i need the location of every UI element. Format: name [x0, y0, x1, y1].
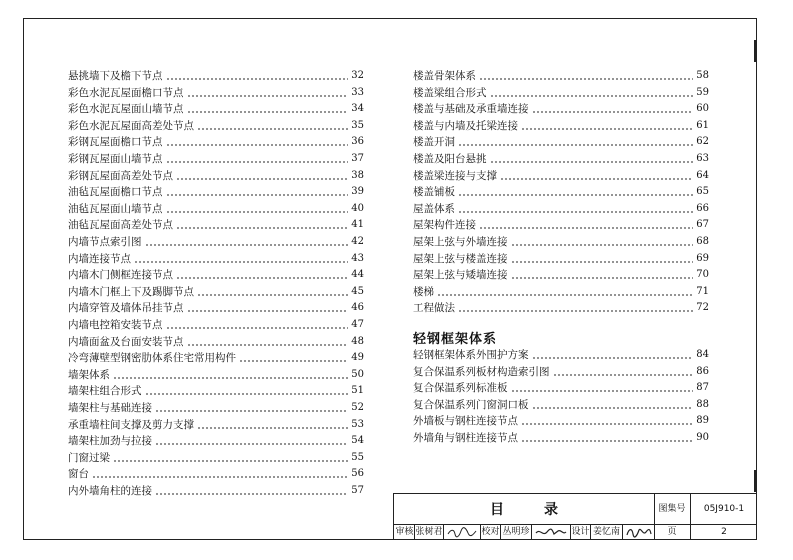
toc-entry-title: 屋架上弦与楼盖连接 — [413, 252, 508, 265]
checker-name: 丛明珍 — [502, 527, 530, 537]
title-block — [393, 493, 757, 540]
toc-entry-page: 42 — [351, 236, 364, 247]
title-char-1: 目 — [490, 502, 504, 518]
toc-entry-page: 72 — [696, 302, 709, 314]
toc-entry-page: 66 — [696, 202, 709, 214]
toc-entry — [68, 166, 364, 182]
toc-entry-title: 屋架构件连接 — [413, 219, 476, 232]
toc-entry-page: 51 — [351, 385, 364, 397]
toc-entry-title: 墙架体系 — [68, 368, 110, 381]
dot-leader — [187, 310, 349, 312]
designer-name: 姜忆南 — [592, 527, 620, 537]
toc-entry — [68, 99, 364, 115]
toc-entry-title: 悬挑墙下及檐下节点 — [68, 70, 163, 82]
toc-entry-title: 楼梯 — [413, 285, 434, 298]
section-title: 轻钢框架体系 — [413, 332, 498, 347]
dot-leader — [166, 161, 349, 163]
toc-entry — [68, 348, 364, 364]
check-label: 校对 — [481, 527, 500, 537]
dot-leader — [511, 277, 694, 279]
atlas-number-label: 图集号 — [658, 504, 686, 514]
toc-entry — [68, 298, 364, 314]
toc-entry-title: 墙架柱组合形式 — [68, 385, 142, 398]
checker-signature — [534, 525, 568, 539]
toc-entry-page: 67 — [696, 219, 709, 231]
toc-entry — [413, 166, 709, 182]
toc-entry-title: 工程做法 — [413, 302, 455, 315]
toc-entry — [413, 116, 709, 132]
dot-leader — [176, 277, 348, 279]
toc-entry-title: 复合保温系列板材构造索引图 — [413, 365, 550, 378]
toc-entry-title: 彩钢瓦屋面山墙节点 — [68, 153, 163, 165]
dot-leader — [187, 95, 349, 97]
toc-entry-page: 38 — [351, 169, 364, 181]
toc-entry — [68, 199, 364, 215]
dot-leader — [176, 178, 348, 180]
toc-entry-title: 楼盖与内墙及托梁连接 — [413, 119, 518, 132]
binding-mark-top — [754, 40, 756, 62]
dot-leader — [113, 460, 348, 462]
dot-leader — [511, 390, 694, 392]
toc-entry-title: 轻钢框架体系外围护方案 — [413, 349, 529, 361]
reviewer-signature — [446, 525, 478, 539]
dot-leader — [521, 440, 693, 442]
toc-entry — [413, 199, 709, 215]
toc-entry-title: 内墙穿管及墙体吊挂节点 — [68, 302, 184, 315]
toc-entry-title: 外墙角与钢柱连接节点 — [413, 432, 518, 444]
toc-entry — [413, 66, 709, 82]
toc-entry — [413, 149, 709, 165]
toc-entry — [68, 448, 364, 464]
toc-entry — [413, 282, 709, 298]
dot-leader — [166, 327, 349, 329]
dot-leader — [458, 194, 693, 196]
dot-leader — [134, 261, 348, 263]
toc-entry-page: 35 — [351, 119, 364, 131]
toc-entry — [68, 481, 364, 497]
toc-entry-title: 彩钢瓦屋面高差处节点 — [68, 169, 173, 182]
atlas-number-value: 05J910-1 — [703, 504, 745, 514]
toc-entry-page: 70 — [696, 269, 709, 281]
toc-entry-title: 彩钢瓦屋面檐口节点 — [68, 136, 163, 149]
dot-leader — [145, 393, 349, 395]
toc-entry-title: 楼盖开洞 — [413, 136, 455, 149]
binding-mark-bottom — [754, 470, 756, 492]
toc-entry-page: 71 — [696, 285, 709, 297]
toc-entry-page: 87 — [696, 382, 709, 394]
toc-entry — [68, 431, 364, 447]
toc-entry-page: 39 — [351, 186, 364, 198]
dot-leader — [166, 211, 349, 213]
toc-entry-title: 彩色水泥瓦屋面高差处节点 — [68, 119, 194, 132]
dot-leader — [458, 310, 693, 312]
toc-entry-page: 44 — [351, 269, 364, 281]
toc-entry-page: 84 — [696, 349, 709, 360]
dot-leader — [187, 344, 349, 346]
toc-entry-title: 内墙木门框上下及踢脚节点 — [68, 285, 194, 298]
toc-entry-page: 56 — [351, 468, 364, 480]
toc-entry-title: 承重墙柱间支撑及剪力支撑 — [68, 418, 194, 431]
dot-leader — [113, 377, 348, 379]
toc-entry-page: 64 — [696, 169, 709, 181]
toc-entry-page: 32 — [351, 70, 364, 81]
toc-entry — [68, 415, 364, 431]
toc-entry — [68, 464, 364, 480]
dot-leader — [197, 427, 348, 429]
toc-entry — [413, 378, 709, 394]
dot-leader — [532, 407, 694, 409]
toc-entry-title: 内墙面盆及台面安装节点 — [68, 335, 184, 348]
toc-entry-page: 69 — [696, 252, 709, 264]
toc-entry — [68, 365, 364, 381]
toc-entry-page: 49 — [351, 352, 364, 364]
toc-entry — [68, 398, 364, 414]
toc-entry-page: 60 — [696, 103, 709, 115]
toc-entry-page: 54 — [351, 435, 364, 447]
toc-entry-page: 36 — [351, 136, 364, 148]
toc-entry — [413, 249, 709, 265]
toc-entry-title: 内墙木门侧框连接节点 — [68, 269, 173, 282]
toc-entry-page: 48 — [351, 335, 364, 347]
toc-entry-page: 47 — [351, 319, 364, 330]
toc-entry-page: 50 — [351, 368, 364, 380]
design-label: 设计 — [571, 527, 590, 537]
dot-leader — [166, 144, 349, 146]
dot-leader — [166, 194, 349, 196]
toc-entry-page: 59 — [696, 86, 709, 98]
toc-entry-title: 内墙电控箱安装节点 — [68, 319, 163, 331]
toc-entry-page: 65 — [696, 186, 709, 198]
toc-entry — [68, 215, 364, 231]
dot-leader — [239, 360, 348, 362]
toc-entry — [413, 362, 709, 378]
toc-entry-page: 63 — [696, 153, 709, 164]
page-label: 页 — [667, 527, 677, 537]
toc-entry — [68, 66, 364, 82]
toc-entry-page: 40 — [351, 202, 364, 214]
toc-entry-title: 油毡瓦屋面檐口节点 — [68, 186, 163, 199]
toc-entry-title: 复合保温系列门窗洞口板 — [413, 398, 529, 411]
toc-entry-title: 冷弯薄壁型钢密肋体系住宅常用构件 — [68, 352, 236, 365]
tb-sep-8 — [622, 524, 623, 540]
toc-entry-title: 油毡瓦屋面高差处节点 — [68, 219, 173, 232]
toc-entry-page: 37 — [351, 153, 364, 164]
dot-leader — [532, 357, 694, 359]
dot-leader — [176, 227, 348, 229]
toc-entry — [68, 83, 364, 99]
dot-leader — [197, 294, 348, 296]
toc-entry-title: 屋盖体系 — [413, 202, 455, 215]
toc-entry-title: 窗台 — [68, 468, 89, 481]
toc-entry — [413, 83, 709, 99]
dot-leader — [490, 161, 694, 163]
toc-entry — [413, 132, 709, 148]
dot-leader — [145, 244, 349, 246]
dot-leader — [521, 423, 693, 425]
toc-entry-page: 55 — [351, 451, 364, 463]
toc-entry-page: 89 — [696, 415, 709, 427]
toc-entry — [68, 182, 364, 198]
toc-entry — [68, 381, 364, 397]
toc-entry-title: 楼盖铺板 — [413, 186, 455, 199]
designer-signature — [625, 525, 653, 539]
dot-leader — [479, 227, 693, 229]
toc-entry — [413, 265, 709, 281]
tb-sep-2 — [443, 524, 444, 540]
toc-entry — [68, 315, 364, 331]
toc-entry-page: 57 — [351, 485, 364, 496]
dot-leader — [458, 144, 693, 146]
toc-entry — [68, 116, 364, 132]
toc-entry-title: 楼盖与基础及承重墙连接 — [413, 103, 529, 116]
toc-entry — [68, 332, 364, 348]
toc-entry-page: 62 — [696, 136, 709, 148]
dot-leader — [155, 410, 348, 412]
dot-leader — [155, 493, 348, 495]
toc-entry — [413, 298, 709, 314]
toc-entry-title: 墙架柱加劲与拉接 — [68, 435, 152, 448]
toc-entry-page: 88 — [696, 398, 709, 410]
toc-entry-title: 油毡瓦屋面山墙节点 — [68, 202, 163, 215]
toc-entry — [413, 345, 709, 361]
tb-sep-5 — [531, 524, 532, 540]
toc-entry-page: 52 — [351, 402, 364, 413]
dot-leader — [490, 95, 694, 97]
toc-entry-title: 楼盖及阳台悬挑 — [413, 153, 487, 165]
toc-entry-page: 90 — [696, 432, 709, 443]
toc-entry — [68, 149, 364, 165]
dot-leader — [521, 128, 693, 130]
toc-entry-title: 屋架上弦与外墙连接 — [413, 236, 508, 248]
toc-entry — [413, 182, 709, 198]
toc-entry — [68, 132, 364, 148]
toc-entry-title: 复合保温系列标准板 — [413, 382, 508, 395]
dot-leader — [553, 374, 694, 376]
toc-entry-title: 楼盖骨架体系 — [413, 70, 476, 82]
toc-entry-title: 彩色水泥瓦屋面檐口节点 — [68, 86, 184, 99]
dot-leader — [197, 128, 348, 130]
toc-entry-page: 68 — [696, 236, 709, 247]
review-label: 审核 — [395, 527, 414, 537]
toc-entry-title: 外墙板与钢柱连接节点 — [413, 415, 518, 428]
toc-entry-page: 43 — [351, 252, 364, 264]
dot-leader — [500, 178, 693, 180]
toc-entry-title: 屋架上弦与矮墙连接 — [413, 269, 508, 282]
toc-entry-title: 内墙连接节点 — [68, 252, 131, 265]
toc-entry-page: 45 — [351, 285, 364, 297]
dot-leader — [437, 294, 693, 296]
toc-entry — [413, 215, 709, 231]
toc-entry-title: 楼盖梁组合形式 — [413, 86, 487, 99]
toc-entry — [68, 282, 364, 298]
title-char-2: 录 — [544, 502, 558, 518]
dot-leader — [458, 211, 693, 213]
title-block-vline-1 — [654, 494, 655, 540]
dot-leader — [511, 244, 694, 246]
toc-entry — [413, 411, 709, 427]
toc-entry-page: 41 — [351, 219, 364, 231]
toc-entry-page: 53 — [351, 418, 364, 430]
dot-leader — [532, 111, 694, 113]
toc-entry — [413, 428, 709, 444]
toc-entry-page: 46 — [351, 302, 364, 314]
dot-leader — [166, 78, 349, 80]
dot-leader — [511, 261, 694, 263]
toc-entry-title: 彩色水泥瓦屋面山墙节点 — [68, 103, 184, 116]
toc-entry — [68, 249, 364, 265]
toc-entry-title: 门窗过梁 — [68, 451, 110, 464]
toc-entry-title: 内墙节点索引图 — [68, 236, 142, 248]
toc-entry-page: 58 — [696, 70, 709, 81]
reviewer-name: 张树君 — [415, 527, 443, 537]
toc-entry-page: 33 — [351, 86, 364, 98]
toc-entry — [413, 99, 709, 115]
toc-entry-page: 86 — [696, 365, 709, 377]
toc-entry — [68, 265, 364, 281]
toc-entry — [413, 232, 709, 248]
toc-entry-title: 楼盖梁连接与支撑 — [413, 169, 497, 182]
toc-entry-title: 墙架柱与基础连接 — [68, 402, 152, 414]
dot-leader — [479, 78, 693, 80]
toc-entry-page: 61 — [696, 119, 709, 131]
toc-entry — [68, 232, 364, 248]
title-block-title — [394, 494, 654, 524]
dot-leader — [92, 476, 348, 478]
toc-entry-title: 内外墙角柱的连接 — [68, 485, 152, 497]
dot-leader — [187, 111, 349, 113]
page-value: 2 — [721, 527, 727, 537]
toc-entry — [413, 395, 709, 411]
toc-entry-page: 34 — [351, 103, 364, 115]
dot-leader — [155, 443, 348, 445]
